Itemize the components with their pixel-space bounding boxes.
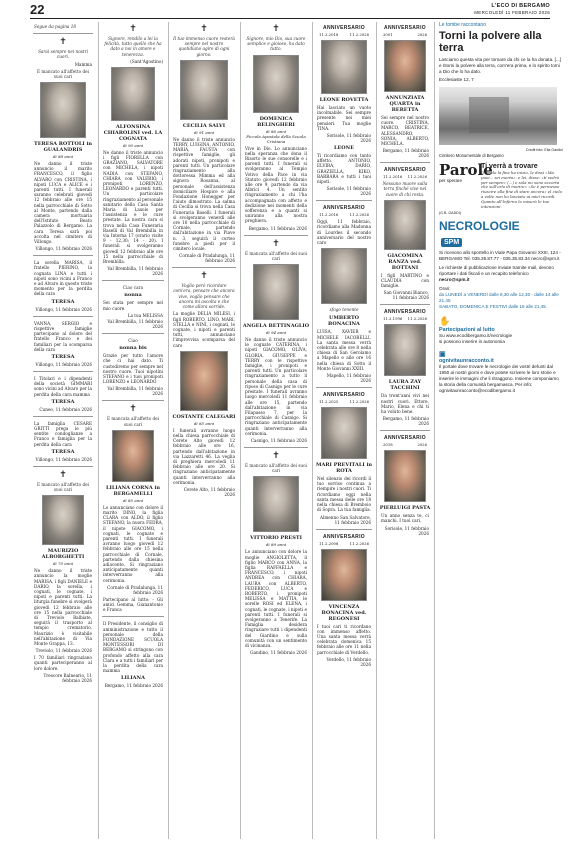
deceased-name: ANGELA BETTINAGLIO — [242, 323, 310, 330]
notice-text: I Titolari e i dipendenti della società GIMMARI sono vicini ad Alvaro per la perdita della cara mamma — [34, 375, 92, 397]
hand-icon: ✋ — [439, 316, 451, 327]
notice-text: LUISA, XAVIER e MICHELE IACOBELLI. La santa messa verrà celebrata alle ore 8 nella chiesa di San Gerolamo a Mapello e alle ore 16 nella chiesa di Sotto il Monte Giovanni XXIII. — [317, 329, 371, 371]
book-icon: ▣ — [439, 351, 446, 359]
ogni-text: Il portale dove trovare le necrologie dei vostri defunti dal 1950 ai nostri giorni e dove potete scrivere le loro storie e inserire le immagini che li ritraggono. Insieme componiamo la storia della comunità bergamasca. Per info: ognivitaunracconto@ecodibergamo.it — [439, 364, 559, 394]
box-header: Le tombe raccontano — [439, 22, 486, 28]
notice-place-date: Villongo, 11 febbraio 2026 — [35, 361, 92, 367]
anniversary-label: ANNIVERSARIO — [384, 435, 426, 442]
deceased-name: TERESA — [51, 448, 75, 455]
signature: La tua MELISSA — [127, 312, 163, 318]
notice-text: La famiglia CESARE GRITTI prega le più sentite condoglianze a Franco e famiglia per la perdita della cara — [34, 420, 92, 447]
notice-place-date: Sorisole, 11 febbraio 2026 — [384, 525, 429, 536]
deceased-name: LAURA ZAY TACCHINI — [388, 379, 422, 392]
notice-place-date: Cerete Alto, 11 febbraio 2026 — [183, 486, 235, 497]
notice-text: Grazie per tutto l'amore che ci hai dato. Ti custodiremo per sempre nel nostro cuore. Tuoi nipotini STEFANO e i tuoi pronipoti LORENZO e LEONARDO — [103, 353, 163, 385]
quote: Signore, mio Dio, sua cuore semplice e gioioso, ha dato tutto. — [246, 36, 306, 52]
notice-text: Da trent'anni vivi nei nostri cuori. Ettore, Mario, Elena e chi ti ha voluto bene. — [381, 393, 429, 415]
continued-note: Segue da pagina 18 — [34, 24, 77, 29]
feature-text: Lasciamo questa vita per tornare da chi ce la ha donata. [...] e ritorni la polvere alla terra, com'era prima, e lo spirito torni a Dio che lo ha dato. — [439, 57, 562, 74]
anniversary-label: ANNIVERSARIO — [384, 309, 426, 316]
portrait-photo — [253, 476, 299, 532]
portrait-photo — [40, 82, 86, 138]
deceased-name: nonna — [124, 292, 142, 299]
notice-place-date: Cornale di Pradalunga, 11 febbraio 2026 — [179, 253, 235, 264]
cross-icon: ✝ — [129, 24, 137, 34]
deceased-name: TERESA — [51, 353, 75, 360]
notice-text: Ciao — [128, 337, 138, 343]
deceased-role: Piccola Apostola della Scuola Cristiana — [246, 133, 306, 144]
deceased-name: UMBERTO BONACINA — [328, 315, 360, 328]
notice-intro: È mancato all'affetto dei suoi cari — [37, 481, 89, 492]
anniversary-dates: 11.2.2018 11.2.2026 — [319, 32, 369, 37]
notice-place-date: Casnigo, 11 febbraio 2026 — [250, 437, 307, 443]
anniversary-dates: 2001 2026 — [383, 32, 427, 37]
deceased-age: di 91 anni — [193, 129, 215, 135]
parole-word: Parole — [439, 161, 493, 179]
portrait-photo — [180, 60, 228, 120]
deceased-name: MAURIZIO ALBORGHETTI — [41, 548, 85, 561]
photo-caption: Cimitero Monumentale di Bergamo — [439, 153, 504, 158]
deceased-age: di 85 anni — [193, 420, 215, 426]
parole-box — [439, 163, 563, 210]
cross-icon: ✝ — [200, 24, 208, 34]
hours-weekdays: da LUNEDÌ a VENERDÌ dalle 8,30 alle 12,30 - dalle 14 alle 21,45 — [439, 292, 559, 304]
feature-reference: Ecclesiaste 12, 7 — [439, 77, 474, 82]
notice-place-date: Cornale di Pradalunga, 11 febbraio 2026 — [107, 584, 163, 595]
notice-text: Nel silenzio dei ricordi il tuo sorriso continua a riempire i nostri cuori. Ti ricordiamo oggi nella santa messa delle ore 18 nella chiesa di Bremboio di Sopra. La tua famiglia. — [317, 476, 371, 513]
deceased-name: TERESA — [51, 398, 75, 405]
deceased-age: di 94 anni — [265, 330, 287, 336]
notice-place-date: Villongo, 11 febbraio 2026 — [35, 306, 92, 312]
necrologie-note: Le richieste di pubblicazione inviate tramite mail, devono riportare i dati fiscali e un recapito telefonico — [439, 265, 554, 277]
deceased-name: MARI PREVITALI in ROTA — [315, 462, 373, 475]
notice-text: La sorella MARISA, il fratello PIERINO, la cognata LINA e tutti i nipoti sono vicini a Franco e ad Alvaro in questo triste momento per la perdita della cara — [34, 260, 92, 297]
quote: Signore, rendilo a lei la felicità, tutto quello che ha dato a noi in amore e tenerezza. — [104, 36, 162, 57]
deceased-name: ANNUNZIATA QUARTA in BERETTA — [385, 95, 425, 113]
portrait-photo — [384, 324, 426, 376]
notice-text: Oggi, 11 febbraio, ricordiamo alla Madonna di Lourdes il secondo anniversario del nostro caro — [317, 219, 371, 246]
notice-text: Vive in Dio. Lo annunciano nella speranza che dona il Risorto le sue consorelle e i parenti tutti. I funerali si svolgeranno al Tempio Votivo della Pace in via Statuto giovedì 12 febbraio alle ore 9, partendo da via Albrici 4. Un sentito ringraziamento a chi l'ha accompagnata con affetto e dedizione nei momenti della sofferenza e a quanti si uniranno alla nostra preghiera. — [245, 145, 307, 224]
notice-text: Ne danno il triste annuncio i figli FIORELLA con GRAZIANO, SALVATORE con MICHELA, i nipoti NADIA con STEFANO, CHIARA con VALERIO, i pronipoti LORENZO, LEONARDO e parenti tutti. Un particolare ringraziamento al personale sanitario della Casa Santa Maria di Laxolo per l'assistenza e le cure prestate. La nostra cara si trova nella Casa Funeraria Baselli di Val Brembilla in via Interna 17 (orario visite 9 - 12,30; 14 - 20). I funerali si svolgeranno giovedì 12 febbraio alle ore 15 nella parrocchiale di Brembilla. — [103, 149, 163, 265]
deceased-age: di 85 anni — [122, 497, 144, 503]
deceased-name: LILIANA CORNA in BERGAMELLI — [106, 484, 160, 497]
deceased-age: di 88 anni — [52, 154, 74, 160]
deceased-name: LEONE ROVETTA — [319, 97, 369, 103]
necrologie-address: Si ricevono allo sportello in Viale Papa Giovanni XXIII, 124 - BERGAMO Tel. 035.35.87.77 - 035.35.83.34 necro@spm.it — [439, 250, 561, 262]
notice-place-date: Treviolo, 11 febbraio 2026 — [35, 648, 92, 654]
anniversary-dates: 11.2.2025 11.2.2026 — [319, 399, 369, 405]
deceased-age: di 90 anni — [122, 142, 144, 148]
parole-sub: per sperare — [439, 178, 463, 183]
deceased-name: TERESA — [51, 298, 75, 305]
quote: Voglio però ricordare com'era, pensare che ancora vive, voglio pensare che ancora mi ascolta e che come allora sorride. — [173, 283, 235, 310]
signature: Mamma — [74, 61, 92, 67]
lutto-title: Partecipazioni al lutto — [439, 327, 495, 334]
notice-place-date: Val Brembilla, 11 febbraio 2026 — [107, 318, 163, 329]
signature: (Sant'Agostino) — [130, 58, 163, 64]
deceased-name: VINCENZA BONACINA ved. REGONESI — [321, 603, 367, 622]
portrait-photo — [253, 264, 299, 320]
cross-icon: ✝ — [59, 37, 67, 48]
cross-icon: ✝ — [59, 469, 67, 480]
deceased-name: nonna bis — [119, 345, 147, 352]
anniversary-label: ANNIVERSARIO — [384, 167, 426, 174]
notice-place-date: Gandino, 11 febbraio 2026 — [250, 650, 307, 656]
notice-text: Ne danno il triste annuncio la moglie MARISA, i figli DANIELE e DARIO, la sorella, i cognati, le cognate, i nipoti e parenti tutti. La liturgia funebre si svolgerà giovedì 12 febbraio alle ore 15 nella parrocchiale di Treviolo Balbiate, seguirà il trasporto al tempio crematorio. Maurizio è visitabile nell'abitazione di Via Monte Grappa, 13. — [34, 568, 92, 646]
deceased-name: DOMENICA BELINGHERI — [257, 115, 295, 128]
deceased-name: LEONE — [333, 145, 355, 152]
anniversary-dates: 2018 2026 — [383, 442, 427, 448]
deceased-age: di 70 anni — [52, 561, 74, 567]
lutto-link[interactable]: Su www.ecodibergamo.it/necrologie — [439, 333, 513, 339]
notice-intro: È mancata all'affetto dei suoi cari — [107, 416, 159, 427]
anniversary-label: ANNIVERSARIO — [384, 25, 426, 31]
notice-place-date: Trescore Balneario, 11 febbraio 2026 — [43, 672, 92, 683]
deceased-age: di 86 anni — [265, 128, 287, 134]
anniversary-dates: 11.2.2016 11.2.2026 — [319, 212, 369, 218]
portrait-photo — [42, 495, 84, 545]
anniversary-label: ANNIVERSARIO — [323, 25, 365, 31]
cross-icon: ✝ — [129, 404, 137, 415]
notice-place-date: Sorisole, 11 febbraio 2026 — [326, 186, 371, 197]
column-4 — [240, 22, 311, 839]
portrait-photo — [253, 55, 299, 113]
notice-text: I tuoi cari ti ricordano con immenso affetto. Una santa messa verrà celebrata domenica 15 febbraio alle ore 11 nella parrocchiale di Verdello. — [317, 623, 371, 655]
notice-place-date: Verdello, 11 febbraio 2026 — [326, 656, 371, 667]
column-5 — [312, 22, 375, 839]
masthead-title: L'ECO DI BERGAMO — [491, 3, 550, 9]
quote: Sarai sempre nei nostri cuori. — [38, 49, 88, 60]
deceased-name: COSTANTE CALEGARI — [172, 413, 236, 420]
portrait-photo — [321, 407, 367, 459]
portrait-photo — [180, 351, 228, 411]
notice-intro: È mancato all'affetto dei suoi cari — [245, 462, 307, 474]
notice-text: La moglie DELIA MILESI, i figli ROBERTO, LINO, MARI, STELLA e NINI, i cognati, le cognate, i nipoti e parenti tutti, annunciano l'improvvisa scomparsa del caro — [173, 311, 235, 348]
notice-place-date: Bergamo, 11 febbraio 2026 — [382, 148, 429, 159]
anniversary-label: ANNIVERSARIO — [323, 392, 365, 399]
parole-title: Ti verrà a trovare — [481, 163, 538, 170]
cross-icon: ✝ — [272, 238, 280, 249]
notice-text: Il Presidente, il consiglio di amministrazione e tutto il personale della FONDAZIONE SCUOLA MONTESSORI DI BERGAMO si stringono con profondo affetto alla cara Clara e a tutti i familiari per la perdita della cara mamma — [103, 621, 163, 674]
quote: Nessuno muore sulla terra finché vive nel cuore di chi resta. — [382, 181, 428, 197]
notice-text: Lo annunciano con dolore il marito DINO, la figlia CLARA con ALDO, il figlio STEFANO, la nuora FEDRA, il nipote GIACOMO, i cognati, le cognate e parenti tutti. I funerali avranno luogo giovedì 12 febbraio alle ore 15 nella parrocchiale di Cornale, partendo dalla chiesina adiacente. Si ringraziano anticipatamente quanti interverranno alla cerimonia. — [103, 504, 163, 583]
portrait-photo — [384, 200, 426, 250]
portrait-photo — [384, 40, 426, 92]
deceased-name: CECILIA SALVI — [182, 122, 226, 129]
notice-place-date: Bergamo, 11 febbraio 2026 — [248, 225, 307, 231]
deceased-name: VITTORIO PRESTI — [250, 535, 302, 542]
hours-label: Orari: — [439, 286, 451, 292]
notice-text: Ne danno il triste annuncio il marito FRANCESCO, il figlio ALVARO con CRISTINA, i nipoti LUCA e ALICE e i parenti tutti. I funerali saranno celebrati giovedì 12 febbraio alle ore 15 nella parrocchiale di Sotto al Monte, partendo dalla camera mortuaria dell'Istituto Beato Palazzolo di Bergamo. La cara Teresa sarà poi accolta nel cimitero di Villongo. — [34, 161, 92, 245]
ogni-title[interactable]: ognivitaunracconto.it — [439, 358, 494, 365]
hours-weekend: SABATO, DOMENICA E FESTIVI dalle 16 alle 21,45 — [439, 304, 546, 310]
notice-text: Ne danno il triste annuncio TERRY, LUIGINA, ANTONIO, MARIA, FAUSTA con rispettive famiglie, gli adorati nipoti, pronipoti e parenti tutti. Un particolare ringraziamento alla dottoressa Mimma ed alla signora Rosanna, al personale dell'assistenza domiciliare Hospice e alla Fondazione Honegger per l'aiuto dimostrato. La salma di Cecilia si trova nella Casa Funeraria Baselli. I funerali si svolgeranno venerdì alle ore 10 nella parrocchiale di Cornale, partendo dall'abitazione in via Piave n. 3, seguirà il corteo funebre a piedi per il cimitero locale. — [173, 136, 235, 252]
notice-intro: È mancata all'affetto dei suoi cari — [245, 250, 307, 261]
deceased-name: GIACOMINA RANZA ved. BOTTANI — [387, 252, 423, 271]
notice-text: Lo annunciano con dolore la moglie ANGIOLETTA, il figlio MARCO con ANNA, la figlia RAFFAELLA e FRANCESCO, i nipoti ANDREA con CHIARA, LAURA con ALBERTO, FEDERICO, LUCA e ROBERTO, i pronipoti MELISSA e MATTIA, le sorelle ROSI ed ELENA, i cognati, le cognate, i nipoti e parenti tutti. I funerali si svolgeranno a Tenerife. La Famiglia desidera ringraziare tutti i dipendenti del Giardino e sulla comunità con un sentimento di vicinanza. — [245, 549, 307, 648]
notice-place-date: Val Brembilla, 11 febbraio 2026 — [107, 386, 163, 397]
parole-text: Quando la fine ha inizio, le dissi «Ma puoi... sei morta», e lei, disse: «ti vedrò per sempre» (...) e sola mi sono accorta che sull'orlo di morire» «Se è permesso riuscire alla fine di stare ancora» el cielo a volte non ho lasciato ai miei ricordi. Quanto all'Inferno lo misurò le tue intenzioni. — [481, 170, 562, 209]
column-6 — [376, 22, 433, 839]
notice-text: I funerali avranno luogo nella chiesa parrocchiale di Cerete Alto giovedì 12 febbraio alle ore 16, partendo dall'abitazione in via Lazzaretti 46. La veglia di preghiera mercoledì 11 febbraio alle ore 20. Si ringraziano anticipatamente quanti interverranno alla cerimonia. — [173, 427, 235, 485]
cross-icon: ✝ — [272, 450, 280, 461]
notice-place-date: San Giovanni Bianco, 11 febbraio 2026 — [383, 290, 429, 301]
notice-text: Sei stata per sempre nel mio cuore. — [103, 300, 163, 311]
notice-text: Partecipano al lutto: - Gli amici Gemma, Gianantonio e Franca — [103, 596, 163, 613]
cemetery-photo — [439, 87, 557, 145]
portrait-photo — [111, 67, 155, 121]
feature-title: Torni la polvere alla terra — [439, 30, 542, 54]
notice-place-date: Bergamo, 11 febbraio 2026 — [104, 683, 163, 689]
spm-logo: SPM — [441, 238, 462, 247]
anniversary-label: ANNIVERSARIO — [323, 205, 365, 212]
column-1 — [30, 22, 96, 839]
portrait-photo — [321, 549, 367, 601]
portrait-photo — [112, 430, 154, 482]
necrologie-header — [439, 219, 563, 247]
notice-text: Ne danno il triste annuncio le cognate CATERINA, i nipoti GIACOMO, OLIVA, GLORIA, GIUSEPPE e TERRY con le rispettive famiglie, i pronipoti e parenti tutti. Un particolare ringraziamento a tutto il personale della casa di riposo di Casnigo per le cure prestate. I funerali avranno luogo mercoledì 11 febbraio alle ore 15, partendo dall'abitazione in via Filapasso 7, per la parrocchiale di Casnigo. Si ringraziano anticipatamente quanti interverranno alla cerimonia. — [245, 337, 307, 436]
anniversary-label: ANNIVERSARIO — [323, 533, 365, 540]
notice-place-date: Cuneo, 11 febbraio 2026 — [39, 406, 92, 412]
lutto-text: si possono inserire in autonomia — [439, 339, 505, 345]
notice-place-date: Mapello, 11 febbraio 2026 — [326, 373, 371, 384]
issue-date: MERCOLEDÌ 11 FEBBRAIO 2026 — [474, 10, 550, 15]
notice-text: Sei sempre nel nostro cuore. CRISTINA, MARCO, BEATRICE, ALESSANDRO, SONIA, ALBERTO, MICHELA. — [381, 115, 429, 147]
deceased-name: LILIANA — [120, 675, 146, 682]
anniversary-dates: 11.2.2008 11.2.2026 — [319, 540, 369, 546]
quote: Il tuo immenso cuore resterà sempre nel nostro quotidiano agire di ogni giorno. — [173, 36, 235, 57]
notice-place-date: Bergamo, 11 febbraio 2026 — [382, 416, 429, 427]
column-2 — [98, 22, 167, 839]
necrologie-email[interactable]: necro@spm.it — [439, 277, 470, 283]
portrait-photo — [321, 40, 367, 94]
notice-place-date: Almenno San Salvatore, 11 febbraio 2026 — [319, 514, 371, 525]
notice-text: Un anno senza te, ci manchi. I tuoi cari. — [381, 513, 429, 524]
caption: sfogo tenente — [329, 307, 359, 313]
notice-text: I 70 familiari ringraziano quanti parteciperanno al loro dolore. — [34, 655, 92, 671]
notice-place-date: Villongo, 11 febbraio 2026 — [35, 246, 92, 252]
photo-credit: Credit foto: Ella Gardini — [525, 148, 563, 152]
notice-place-date: Val Brembilla, 11 febbraio 2026 — [107, 266, 163, 277]
notice-text: Ciao cara — [122, 285, 144, 291]
necrologie-title: NECROLOGIE — [439, 219, 520, 234]
cross-icon: ✝ — [200, 271, 208, 282]
page-header — [30, 2, 550, 19]
notice-text: I figli MARTINO e CLAUDIA con famiglie. — [381, 272, 429, 289]
notice-text: Hai lasciato un vuoto incolmabile. Sei sempre presente nei miei pensieri. Tua moglie TINA. — [317, 105, 371, 131]
page-number: 22 — [30, 2, 45, 17]
deceased-name: TERESA ROTTOLI in GUALANDRIS — [34, 141, 92, 154]
masthead — [474, 3, 550, 15]
portrait-photo — [321, 248, 367, 304]
deceased-age: di 89 anni — [265, 542, 287, 548]
portrait-photo — [384, 450, 426, 502]
deceased-name: PIERLUIGI PASTA — [379, 505, 431, 512]
notice-intro: È mancato all'affetto dei suoi cari — [37, 68, 89, 79]
anniversary-dates: 11.2.1996 11.2.2026 — [383, 316, 427, 322]
notice-text: VANNA, SERGIO e rispettive famiglie partecipano al dolore del fratello Franco e dei familiari per la scomparsa della cara — [34, 320, 92, 352]
anniversary-dates: 11.2.2016 11.2.2026 — [383, 174, 427, 180]
cross-icon: ✝ — [272, 24, 280, 34]
deceased-name: ALFONSINA CHIAROLINI ved. LA COGNATA — [103, 123, 163, 142]
notice-place-date: Sorisole, 11 febbraio 2026 — [326, 133, 371, 144]
parole-signature: (G.B. GADDI) — [439, 211, 461, 216]
notice-text: Ti ricordiamo con tanto affetto. ANTONIO, ELVIRA, DARIO, GRAZIELLA, KIKO, BARBARA e tutti i tuoi nipoti. — [317, 153, 371, 185]
column-3 — [168, 22, 239, 839]
sidebar-column — [434, 22, 563, 839]
notice-place-date: Villongo, 11 febbraio 2026 — [35, 456, 92, 462]
